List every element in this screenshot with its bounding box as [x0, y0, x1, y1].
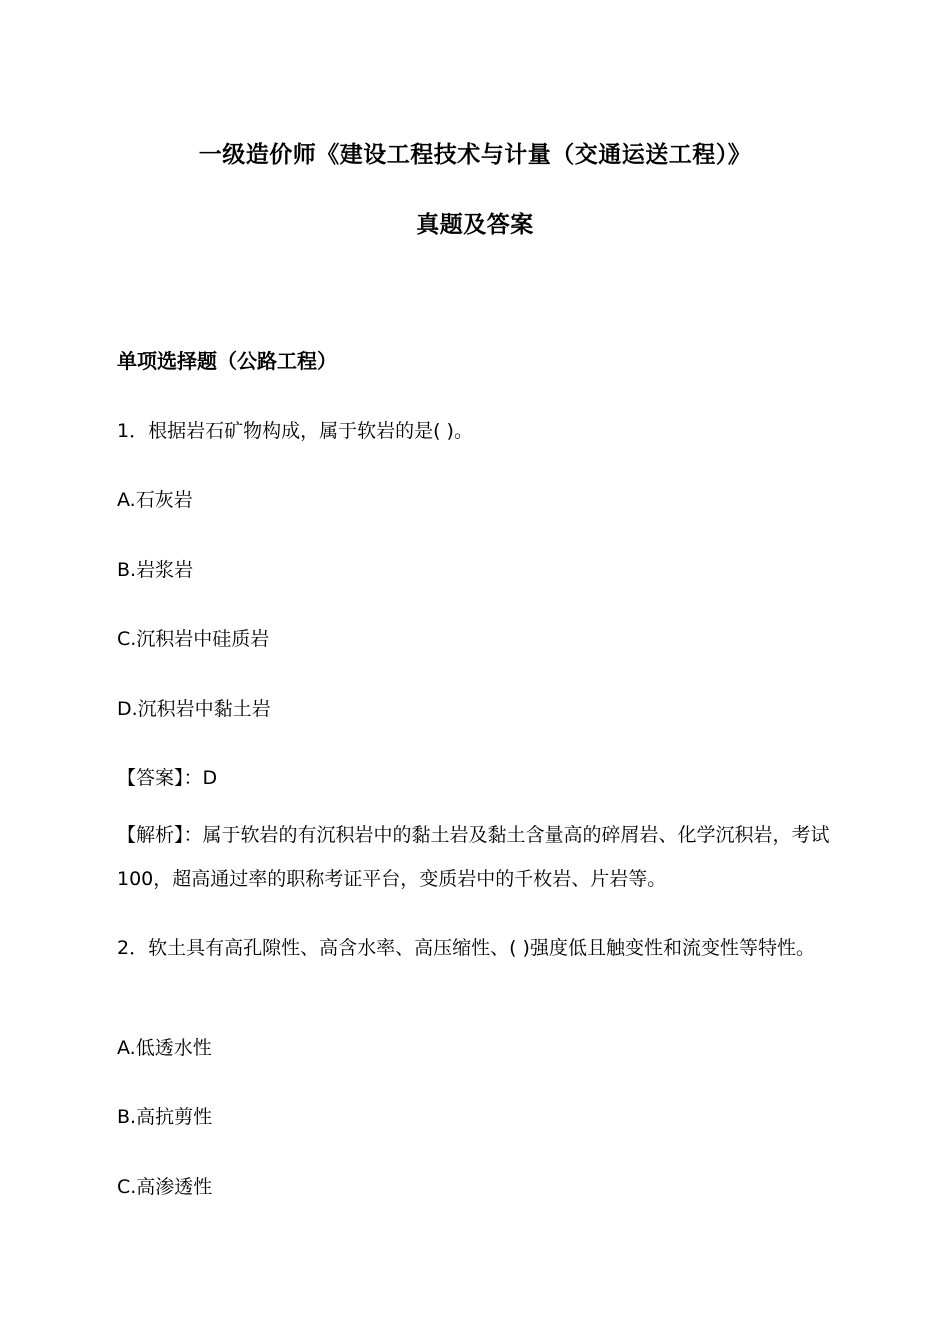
question-2-option-b: B.高抗剪性: [117, 1106, 213, 1128]
section-heading: 单项选择题（公路工程）: [117, 349, 337, 373]
question-1-answer: 【答案】：D: [117, 767, 218, 789]
question-2-stem: 2．软土具有高孔隙性、高含水率、高压缩性、( )强度低且触变性和流变性等特性。: [117, 937, 815, 959]
question-1-analysis: 【解析】：属于软岩的有沉积岩中的黏土岩及黏土含量高的碎屑岩、化学沉积岩，考试100，超高通过率的职称考证平台，变质岩中的千枚岩、片岩等。: [117, 824, 830, 890]
question-1-option-c: C.沉积岩中硅质岩: [117, 628, 270, 650]
question-1-option-d: D.沉积岩中黏土岩: [117, 698, 271, 720]
document-title-line-1: 一级造价师《建设工程技术与计量（交通运送工程）》: [198, 142, 752, 168]
question-1-option-a: A.石灰岩: [117, 489, 193, 511]
question-1-option-b: B.岩浆岩: [117, 559, 194, 581]
question-1-stem: 1．根据岩石矿物构成，属于软岩的是( )。: [117, 420, 473, 442]
document-title-line-2: 真题及答案: [416, 212, 534, 238]
question-2-option-a: A.低透水性: [117, 1037, 212, 1059]
question-2-option-c: C.高渗透性: [117, 1176, 213, 1198]
